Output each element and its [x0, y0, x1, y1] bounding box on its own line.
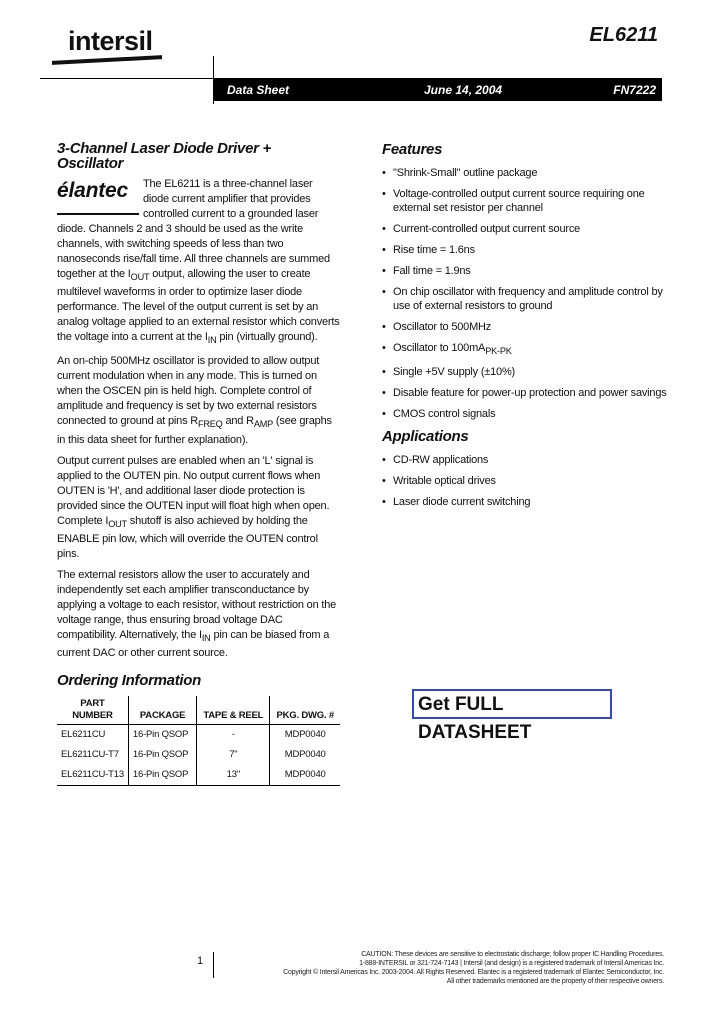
part-number: EL6211	[589, 24, 658, 46]
list-item: • Fall time = 1.9ns	[382, 264, 667, 278]
right-column	[382, 141, 667, 516]
list-item: • Current-controlled output current source	[382, 222, 667, 236]
footer-line: Copyright © Intersil Americas Inc. 2003-2004. All Rights Reserved. Elantec is a registered trademark of Elantec Semiconductor, Inc.	[283, 969, 664, 976]
table-row: EL6211CU 16-Pin QSOP - MDP0040	[57, 724, 340, 745]
footer-line: All other trademarks mentioned are the property of their respective owners.	[446, 978, 664, 985]
table-row: EL6211CU-T13 16-Pin QSOP 13" MDP0040	[57, 765, 340, 786]
divider	[40, 78, 214, 79]
ordering-section	[57, 673, 342, 786]
paragraph: The external resistors allow the user to accurately and independently set each amplifier transconductance by applying a voltage to each resistor, without restriction on the voltage range, thus ensuring broad voltage DAC compatibility. Alternatively, the $I_{IN}$ pin can be biased from a current DAC or other current source.	[57, 568, 337, 659]
list-item: • Disable feature for power-up protection and power savings	[382, 386, 667, 400]
features-title: Features	[382, 141, 443, 158]
divider	[213, 952, 214, 978]
list-item: • Laser diode current switching	[382, 495, 667, 509]
list-item: • Oscillator to 500MHz	[382, 320, 667, 334]
doc-number: FN7222	[613, 83, 656, 97]
paragraph: The EL6211 is a three-channel laser diode current amplifier that provides controlled current to a grounded laser diode. Channels 2 and 3 should be used as the write channels, with switching speeds of less than two nanoseconds rise/fall time. All three channels are summed together at the $I_{OUT}$ output, allowing the user to create multilevel waveforms in order to optimize laser diode performance. The level of the output current is set by an analog voltage applied to an external resistor which converts the voltage into a current at the $I_{IN}$ pin (virtually ground).	[57, 178, 340, 346]
list-item: • Rise time = 1.6ns	[382, 243, 667, 257]
applications-list	[382, 453, 667, 509]
paragraph: An on-chip 500MHz oscillator is provided to allow output current modulation when in any mode. This is turned on when the OSCEN pin is held high. Complete control of amplitude and frequency is set by two external resistors connected to ground at pins $R_{FREQ}$ and $R_{AMP}$ (see graphs in this data sheet for further explanation).	[57, 355, 332, 446]
doc-date: June 14, 2004	[424, 83, 503, 97]
list-item: • Voltage-controlled output current source requiring one external set resistor per channel	[382, 187, 667, 215]
page-number: 1	[197, 955, 204, 967]
header-band	[214, 78, 662, 101]
features-list	[382, 166, 667, 421]
elantec-logo: élantec	[57, 179, 139, 215]
table-row: EL6211CU-T7 16-Pin QSOP 7" MDP0040	[57, 745, 340, 765]
footer-line: 1-888-INTERSIL or 321-724-7143 | Intersil (and design) is a registered trademark of Intersil Americas Inc.	[359, 960, 664, 967]
page-title: 3-Channel Laser Diode Driver + Oscillator	[57, 140, 271, 172]
list-item: • Single +5V supply (±10%)	[382, 365, 667, 379]
intersil-logo: intersil	[68, 26, 153, 56]
list-item: • Oscillator to $100mA_{PK-PK}$	[382, 341, 667, 358]
left-column	[57, 141, 340, 786]
applications-title: Applications	[382, 428, 469, 446]
list-item: • Writable optical drives	[382, 474, 667, 488]
list-item: • On chip oscillator with frequency and amplitude control by use of external resistors to ground	[382, 285, 667, 313]
paragraph: Output current pulses are enabled when an 'L' signal is applied to the OUTEN pin. No output current flows when OUTEN is 'H', and additional laser diode protection is provided since the OUTEN input will float high when open. Complete $I_{OUT}$ shutoff is also achieved by holding the ENABLE pin low, which will override the OUTEN control pins.	[57, 454, 330, 560]
list-item: • CMOS control signals	[382, 407, 667, 421]
ordering-title: Ordering Information	[57, 671, 202, 689]
get-full-datasheet-link[interactable]: Get FULL DATASHEET	[412, 689, 612, 719]
ordering-table: PART NUMBER PACKAGE TAPE & REEL PKG. DWG. # EL6211CU 16-Pin QSOP - MDP0040 EL6211CU-T7 16-Pin QSOP 7" MDP0040 EL6211CU-T13 16-Pin QSOP 13" MDP0040	[57, 696, 340, 786]
list-item: • "Shrink-Small" outline package	[382, 166, 667, 180]
doc-type: Data Sheet	[227, 83, 290, 97]
list-item: • CD-RW applications	[382, 453, 667, 467]
footer-legal	[224, 950, 664, 986]
footer-line: CAUTION: These devices are sensitive to electrostatic discharge; follow proper IC Handling Procedures.	[361, 951, 664, 958]
